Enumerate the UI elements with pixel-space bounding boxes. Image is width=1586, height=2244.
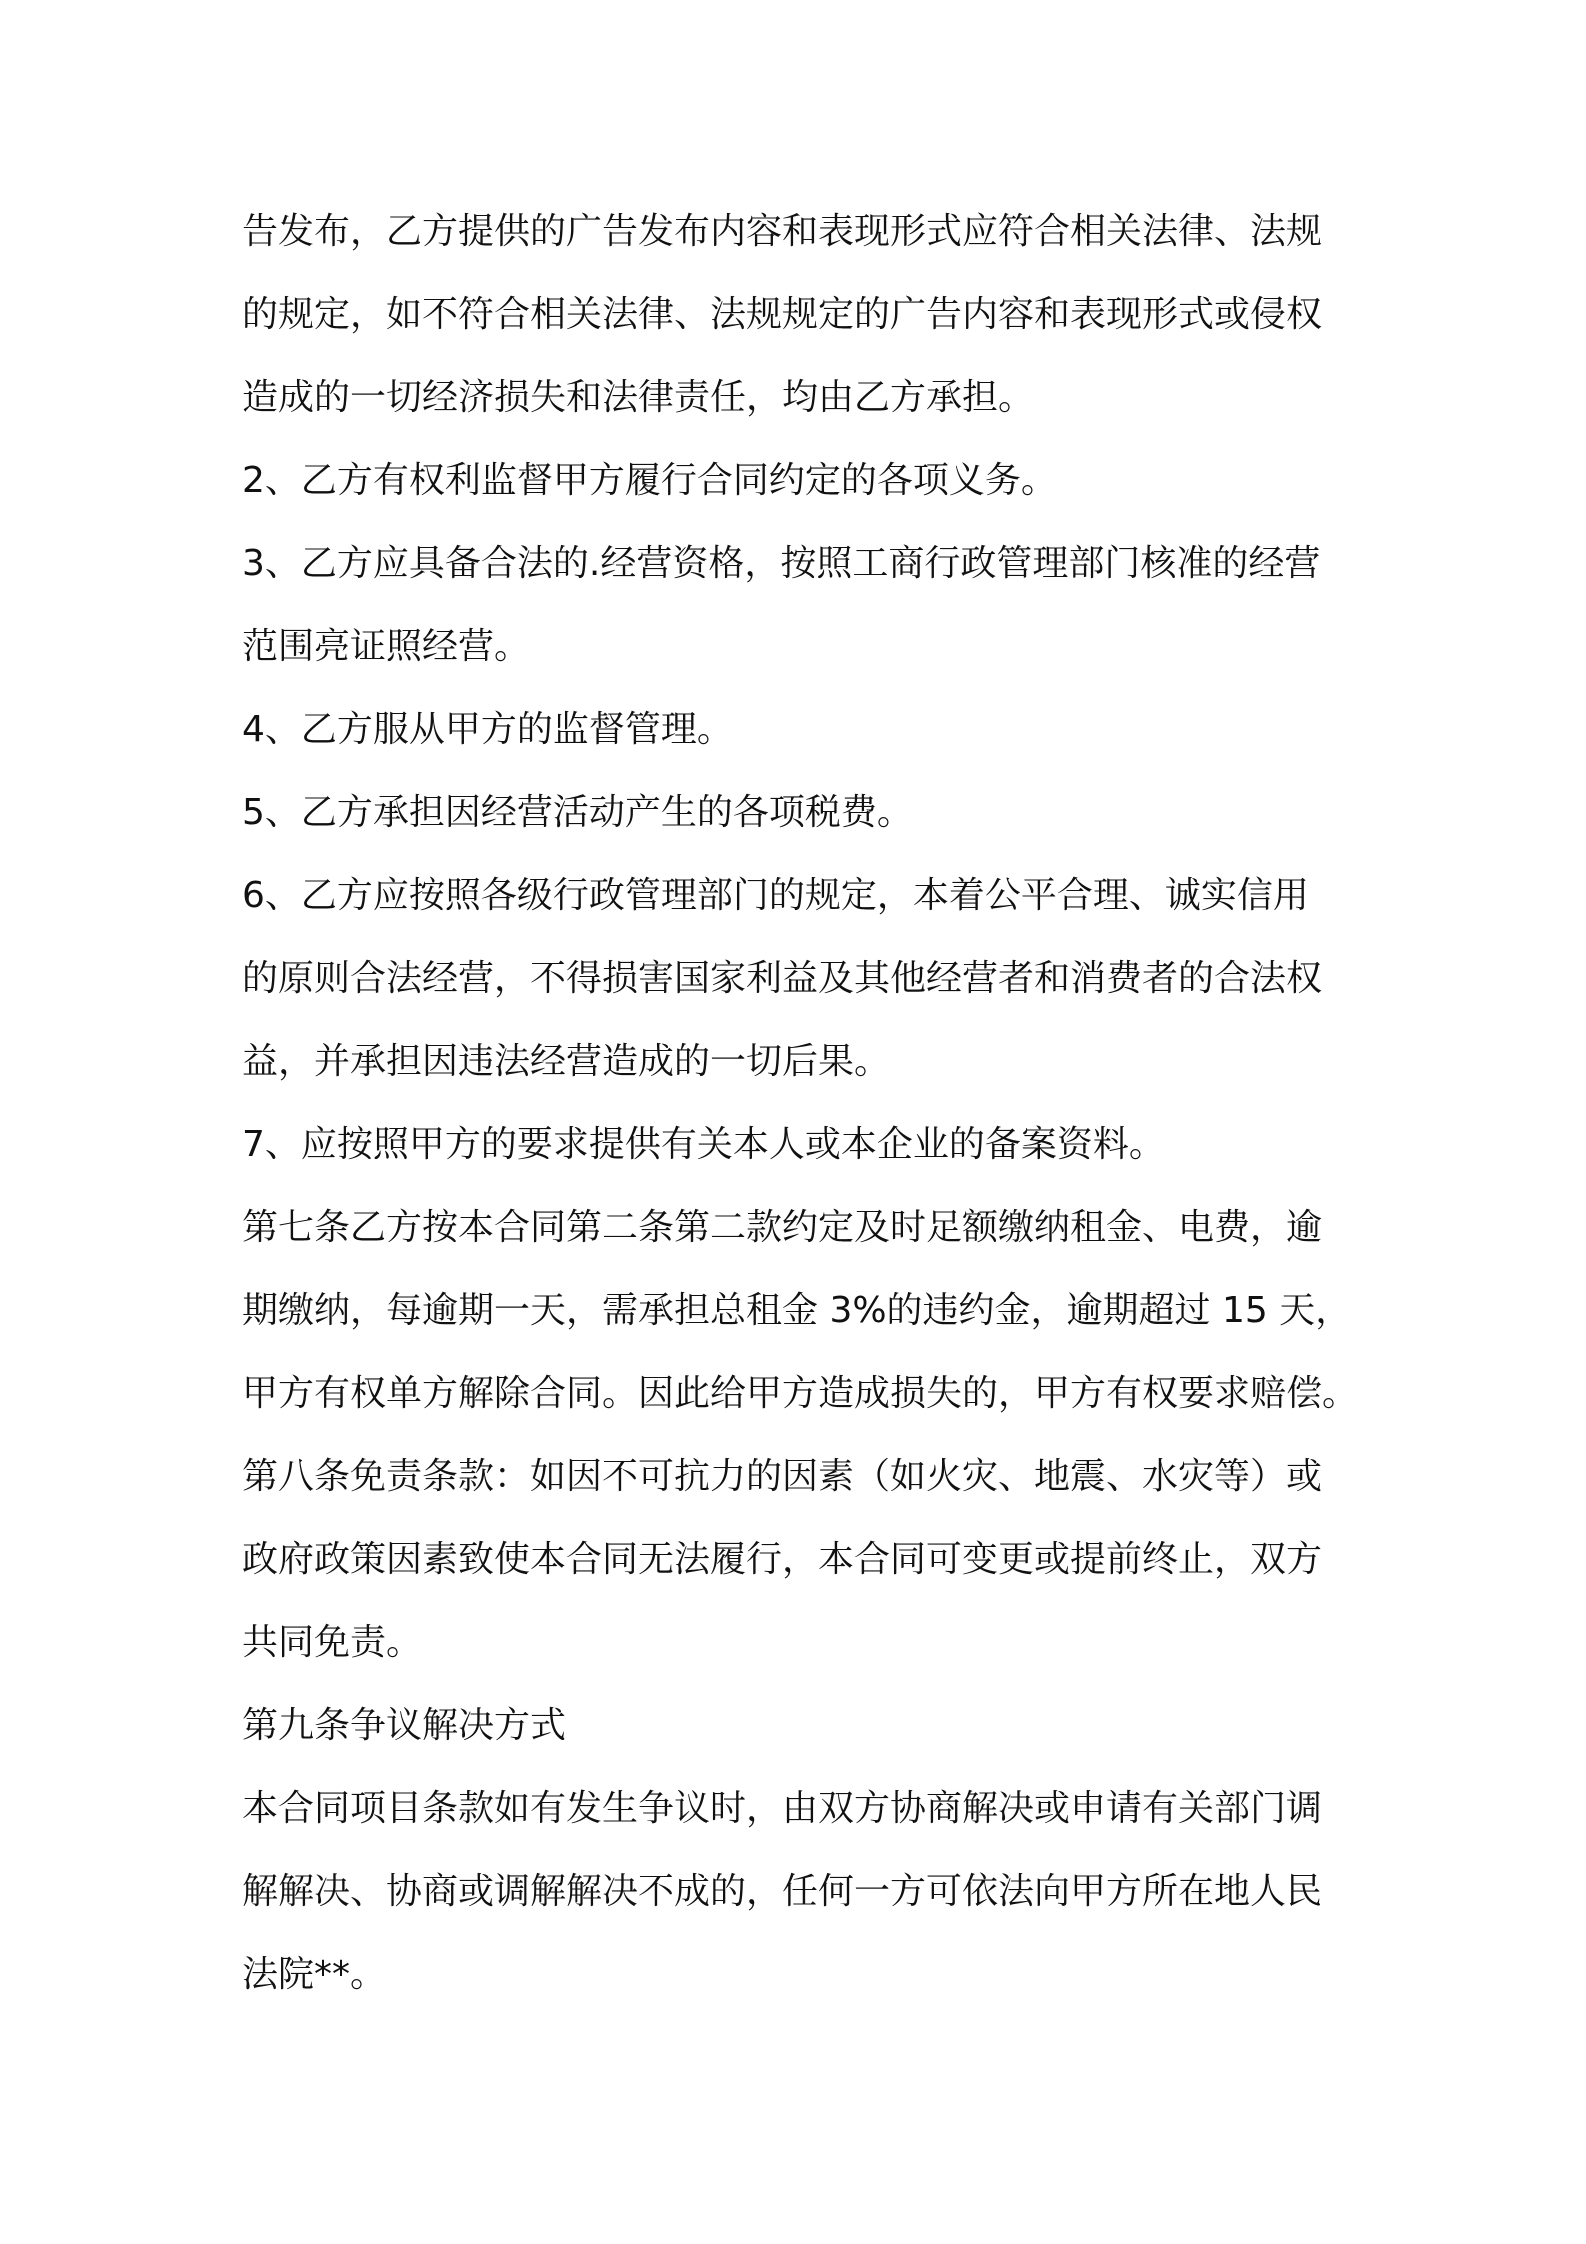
paragraph-item-5 [242, 771, 1362, 854]
paragraph-article-8 [242, 1435, 1362, 1684]
text-line: 造成的一切经济损失和法律责任，均由乙方承担。 [242, 377, 1035, 418]
paragraph-item-2 [242, 439, 1362, 522]
text-line: 第九条争议解决方式 [242, 1705, 567, 1746]
document-body [242, 190, 1362, 2016]
paragraph-article-7 [242, 1186, 1362, 1435]
paragraph-item-3 [242, 522, 1362, 688]
text-line: 3、乙方应具备合法的.经营资格，按照工商行政管理部门核准的经营 [242, 543, 1321, 584]
paragraph-advertising-clause [242, 190, 1362, 439]
text-line: 期缴纳，每逾期一天，需承担总租金 3%的违约金，逾期超过 15 天， [242, 1290, 1352, 1331]
text-line: 益，并承担因违法经营造成的一切后果。 [242, 1041, 891, 1082]
text-line: 范围亮证照经营。 [242, 626, 531, 667]
text-line: 甲方有权单方解除合同。因此给甲方造成损失的，甲方有权要求赔偿。 [242, 1373, 1359, 1414]
text-line: 第七条乙方按本合同第二条第二款约定及时足额缴纳租金、电费，逾 [242, 1207, 1323, 1248]
text-line: 第八条免责条款：如因不可抗力的因素（如火灾、地震、水灾等）或 [242, 1456, 1323, 1497]
text-line: 政府政策因素致使本合同无法履行，本合同可变更或提前终止，双方 [242, 1539, 1323, 1580]
text-line: 的原则合法经营，不得损害国家利益及其他经营者和消费者的合法权 [242, 958, 1323, 999]
text-line: 法院**。 [242, 1954, 387, 1995]
text-line: 本合同项目条款如有发生争议时，由双方协商解决或申请有关部门调 [242, 1788, 1323, 1829]
text-line: 的规定，如不符合相关法律、法规规定的广告内容和表现形式或侵权 [242, 294, 1323, 335]
paragraph-article-9-heading [242, 1684, 1362, 1767]
text-line: 解解决、协商或调解解决不成的，任何一方可依法向甲方所在地人民 [242, 1871, 1323, 1912]
paragraph-dispute-resolution [242, 1767, 1362, 2016]
paragraph-item-6 [242, 854, 1362, 1103]
paragraph-item-4 [242, 688, 1362, 771]
text-line: 7、应按照甲方的要求提供有关本人或本企业的备案资料。 [242, 1124, 1165, 1165]
paragraph-item-7 [242, 1103, 1362, 1186]
text-line: 2、乙方有权利监督甲方履行合同约定的各项义务。 [242, 460, 1057, 501]
text-line: 5、乙方承担因经营活动产生的各项税费。 [242, 792, 913, 833]
text-line: 告发布，乙方提供的广告发布内容和表现形式应符合相关法律、法规 [242, 211, 1323, 252]
text-line: 共同免责。 [242, 1622, 423, 1663]
text-line: 6、乙方应按照各级行政管理部门的规定，本着公平合理、诚实信用 [242, 875, 1309, 916]
text-line: 4、乙方服从甲方的监督管理。 [242, 709, 733, 750]
